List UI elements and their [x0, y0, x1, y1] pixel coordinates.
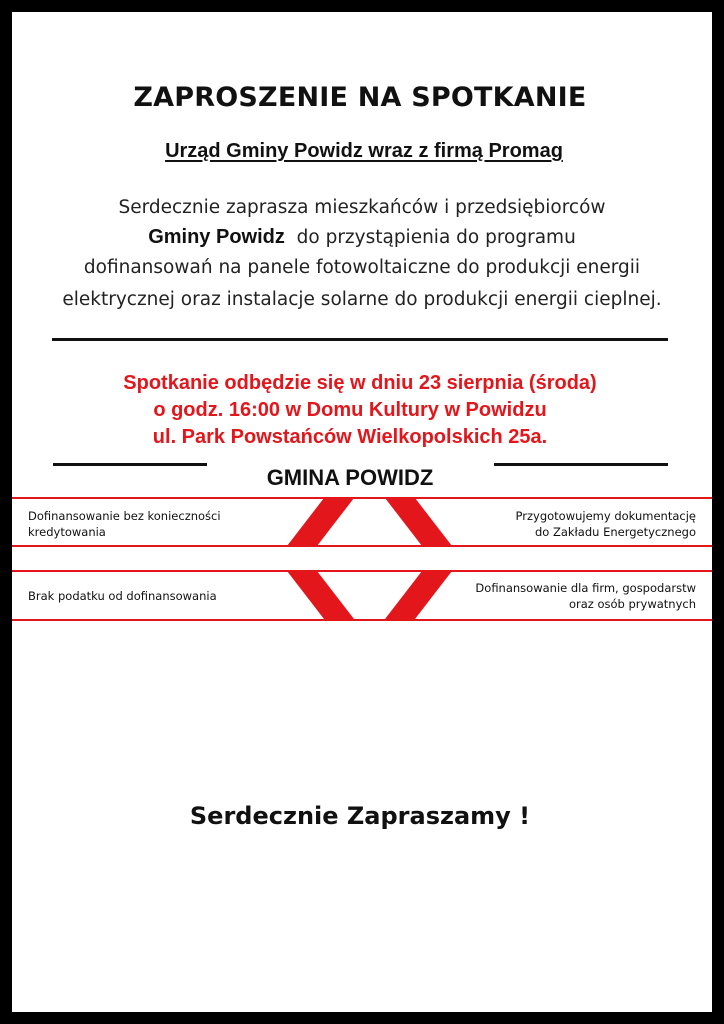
feature-bottom-right-line1: Dofinansowanie dla firm, gospodarstw: [475, 581, 696, 595]
intro-municipality: Gminy Powidz: [148, 226, 285, 248]
feature-bottom-left-line1: Brak podatku od dofinansowania: [28, 589, 217, 603]
intro-line-2-rest: do przystąpienia do programu: [284, 227, 576, 248]
section-title: GMINA POWIDZ: [266, 465, 434, 490]
feature-top-right-line2: do Zakładu Energetycznego: [534, 525, 696, 539]
feature-top-right-line1: Przygotowujemy dokumentację: [515, 509, 696, 523]
intro-line-1: Serdecznie zaprasza mieszkańców i przedsiębiorców: [118, 197, 606, 218]
chevron-upper-right: [385, 498, 452, 546]
chevron-lower-right: [385, 571, 452, 619]
feature-top-right: [516, 508, 696, 540]
intro-line-3: dofinansowań na panele fotowoltaiczne do produkcji energii: [83, 257, 641, 278]
feature-top-left: [28, 508, 221, 540]
feature-bottom-right-line2: oraz osób prywatnych: [568, 597, 696, 611]
intro-line-4: elektrycznej oraz instalacje solarne do produkcji energii cieplnej.: [62, 289, 662, 310]
chevron-upper-left: [287, 498, 354, 546]
poster: [12, 12, 712, 1012]
feature-bottom-right: [475, 580, 696, 612]
meeting-line-2: o godz. 16:00 w Domu Kultury w Powidzu: [153, 399, 547, 421]
closing-message: Serdecznie Zapraszamy !: [189, 802, 531, 830]
meeting-line-3: ul. Park Powstańców Wielkopolskich 25a.: [152, 426, 548, 448]
page-title: ZAPROSZENIE NA SPOTKANIE: [133, 82, 587, 113]
subtitle: Urząd Gminy Powidz wraz z firmą Promag: [165, 140, 563, 162]
meeting-line-1: Spotkanie odbędzie się w dniu 23 sierpnia (środa): [123, 372, 597, 394]
feature-bottom-left: [28, 588, 217, 604]
chevron-lower-left: [287, 571, 354, 619]
feature-top-left-line2: kredytowania: [28, 525, 106, 539]
feature-top-left-line1: Dofinansowanie bez konieczności: [28, 509, 221, 523]
